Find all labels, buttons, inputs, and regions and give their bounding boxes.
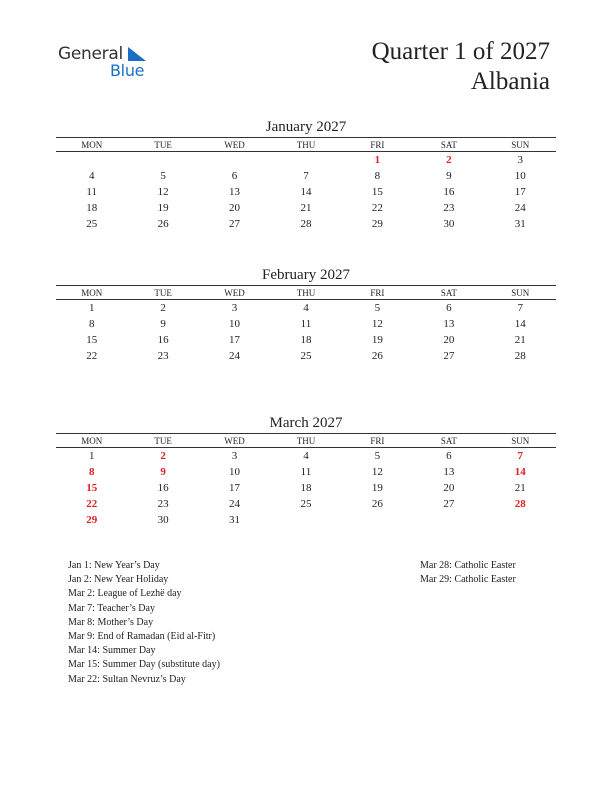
day-cell: 23 [157, 498, 169, 510]
day-cell: 5 [160, 170, 166, 182]
day-cell: 26 [371, 350, 383, 362]
day-cell: 13 [443, 466, 455, 478]
day-cell: 26 [371, 498, 383, 510]
day-cell: 18 [300, 482, 312, 494]
holiday-entry: Jan 1: New Year’s Day [68, 560, 160, 571]
day-cell: 6 [231, 170, 238, 182]
month-name: March 2027 [269, 415, 343, 431]
day-cell: 5 [374, 302, 381, 314]
week-row [56, 152, 556, 168]
day-cell: 14 [300, 186, 312, 198]
day-cell: 8 [88, 318, 95, 330]
weekday-label: WED [224, 435, 245, 446]
holiday-list-left [68, 559, 220, 687]
weekday-label: MON [81, 435, 103, 446]
holiday-entry: Mar 28: Catholic Easter [420, 560, 516, 571]
day-cell: 14 [514, 318, 526, 330]
month-calendar [56, 117, 556, 232]
weekday-label: WED [224, 287, 245, 298]
weekday-label: SUN [511, 435, 530, 446]
day-cell: 1 [88, 450, 95, 462]
week-row [56, 512, 556, 528]
day-cell: 14 [514, 466, 526, 478]
day-cell: 17 [229, 334, 241, 346]
weekday-label: THU [296, 435, 316, 446]
day-cell: 18 [86, 202, 98, 214]
week-row [56, 168, 556, 184]
day-cell: 21 [300, 202, 312, 214]
day-cell: 1 [88, 302, 95, 314]
holiday-entry: Jan 2: New Year Holiday [68, 574, 169, 586]
holiday-entry: Mar 14: Summer Day [68, 645, 156, 657]
day-cell: 2 [160, 302, 166, 314]
day-cell: 12 [371, 466, 383, 478]
week-row [56, 200, 556, 216]
day-cell: 22 [86, 350, 98, 362]
day-cell: 16 [443, 186, 455, 198]
holiday-entry: Mar 8: Mother’s Day [68, 616, 154, 628]
day-cell: 2 [160, 450, 166, 462]
week-row [56, 448, 556, 464]
day-cell: 31 [229, 514, 241, 526]
day-cell: 24 [514, 202, 526, 214]
day-cell: 7 [517, 302, 523, 314]
day-cell: 20 [229, 202, 241, 214]
day-cell: 9 [160, 466, 166, 478]
page-title: Quarter 1 of 2027 [371, 38, 550, 65]
day-cell: 22 [86, 498, 98, 510]
holiday-entry: Mar 29: Catholic Easter [420, 574, 516, 586]
holiday-entry: Mar 7: Teacher’s Day [68, 602, 155, 614]
day-cell: 25 [300, 350, 312, 362]
weekday-label: SUN [511, 287, 530, 298]
day-cell: 20 [443, 334, 455, 346]
day-cell: 25 [300, 498, 312, 510]
day-cell: 24 [229, 498, 241, 510]
weekday-label: FRI [370, 435, 385, 446]
day-cell: 24 [229, 350, 241, 362]
day-cell: 13 [443, 318, 455, 330]
day-cell: 9 [160, 318, 166, 330]
week-row [56, 332, 556, 348]
month-calendar [56, 413, 556, 528]
day-cell: 21 [514, 334, 526, 346]
month-name: February 2027 [262, 267, 350, 283]
day-cell: 15 [86, 482, 98, 494]
day-cell: 15 [371, 186, 383, 198]
day-cell: 3 [231, 450, 238, 462]
weekday-label: TUE [154, 287, 172, 298]
day-cell: 10 [229, 466, 241, 478]
week-row [56, 216, 556, 232]
weekday-label: MON [81, 139, 103, 150]
month-calendar [56, 265, 556, 364]
country-name: Albania [470, 68, 550, 95]
week-row [56, 496, 556, 512]
day-cell: 4 [88, 170, 95, 182]
day-cell: 10 [514, 170, 526, 182]
day-cell: 28 [514, 498, 526, 510]
logo-general-text: General [58, 44, 123, 64]
weekday-label: TUE [154, 435, 172, 446]
day-cell: 17 [514, 186, 526, 198]
day-cell: 4 [303, 450, 309, 462]
day-cell: 12 [371, 318, 383, 330]
holiday-list-right [420, 559, 516, 587]
day-cell: 30 [157, 514, 169, 526]
day-cell: 26 [157, 218, 169, 230]
day-cell: 11 [300, 318, 312, 330]
day-cell: 21 [514, 482, 526, 494]
weekday-label: SAT [440, 435, 457, 446]
day-cell: 10 [229, 318, 241, 330]
day-cell: 11 [86, 186, 97, 198]
day-cell: 2 [446, 154, 452, 166]
day-cell: 7 [303, 170, 309, 182]
week-row [56, 316, 556, 332]
logo [58, 44, 158, 84]
day-cell: 9 [446, 170, 452, 182]
holiday-entry: Mar 15: Summer Day (substitute day) [68, 659, 220, 671]
weekday-label: SAT [440, 139, 457, 150]
logo-blue-text: Blue [110, 61, 145, 80]
weekday-label: FRI [370, 139, 385, 150]
weekday-header-row [56, 137, 556, 152]
day-cell: 1 [374, 154, 381, 166]
header [372, 37, 550, 97]
week-row [56, 464, 556, 480]
day-cell: 3 [517, 154, 523, 166]
day-cell: 13 [229, 186, 241, 198]
week-row [56, 480, 556, 496]
weekday-label: SUN [511, 139, 530, 150]
weekday-label: THU [296, 139, 316, 150]
day-cell: 29 [371, 218, 383, 230]
day-cell: 6 [446, 450, 452, 462]
day-cell: 11 [300, 466, 312, 478]
day-cell: 3 [231, 302, 238, 314]
day-cell: 12 [157, 186, 169, 198]
weekday-label: WED [224, 139, 245, 150]
day-cell: 19 [371, 482, 383, 494]
day-cell: 16 [157, 334, 169, 346]
weekday-header-row [56, 433, 556, 448]
day-cell: 31 [514, 218, 526, 230]
day-cell: 7 [517, 450, 523, 462]
day-cell: 20 [443, 482, 455, 494]
month-name: January 2027 [265, 119, 347, 135]
day-cell: 8 [88, 466, 95, 478]
day-cell: 23 [157, 350, 169, 362]
holiday-entry: Mar 22: Sultan Nevruz’s Day [68, 673, 186, 685]
week-row [56, 348, 556, 364]
day-cell: 16 [157, 482, 169, 494]
day-cell: 5 [374, 450, 381, 462]
day-cell: 28 [514, 350, 526, 362]
day-cell: 19 [157, 202, 169, 214]
day-cell: 19 [371, 334, 383, 346]
holiday-entry: Mar 9: End of Ramadan (Eid al-Fitr) [68, 631, 216, 643]
day-cell: 8 [374, 170, 381, 182]
day-cell: 29 [86, 514, 98, 526]
weekday-label: TUE [154, 139, 172, 150]
week-row [56, 184, 556, 200]
weekday-header-row [56, 285, 556, 300]
weekday-label: THU [296, 287, 316, 298]
week-row [56, 300, 556, 316]
day-cell: 28 [300, 218, 312, 230]
day-cell: 6 [446, 302, 452, 314]
day-cell: 22 [371, 202, 383, 214]
day-cell: 18 [300, 334, 312, 346]
day-cell: 30 [443, 218, 455, 230]
day-cell: 27 [229, 218, 241, 230]
weekday-label: FRI [370, 287, 385, 298]
day-cell: 27 [443, 498, 455, 510]
day-cell: 23 [443, 202, 455, 214]
weekday-label: SAT [440, 287, 457, 298]
day-cell: 27 [443, 350, 455, 362]
day-cell: 15 [86, 334, 98, 346]
weekday-label: MON [81, 287, 103, 298]
holiday-entry: Mar 2: League of Lezhë day [68, 588, 182, 600]
day-cell: 17 [229, 482, 241, 494]
day-cell: 25 [86, 218, 98, 230]
day-cell: 4 [303, 302, 309, 314]
